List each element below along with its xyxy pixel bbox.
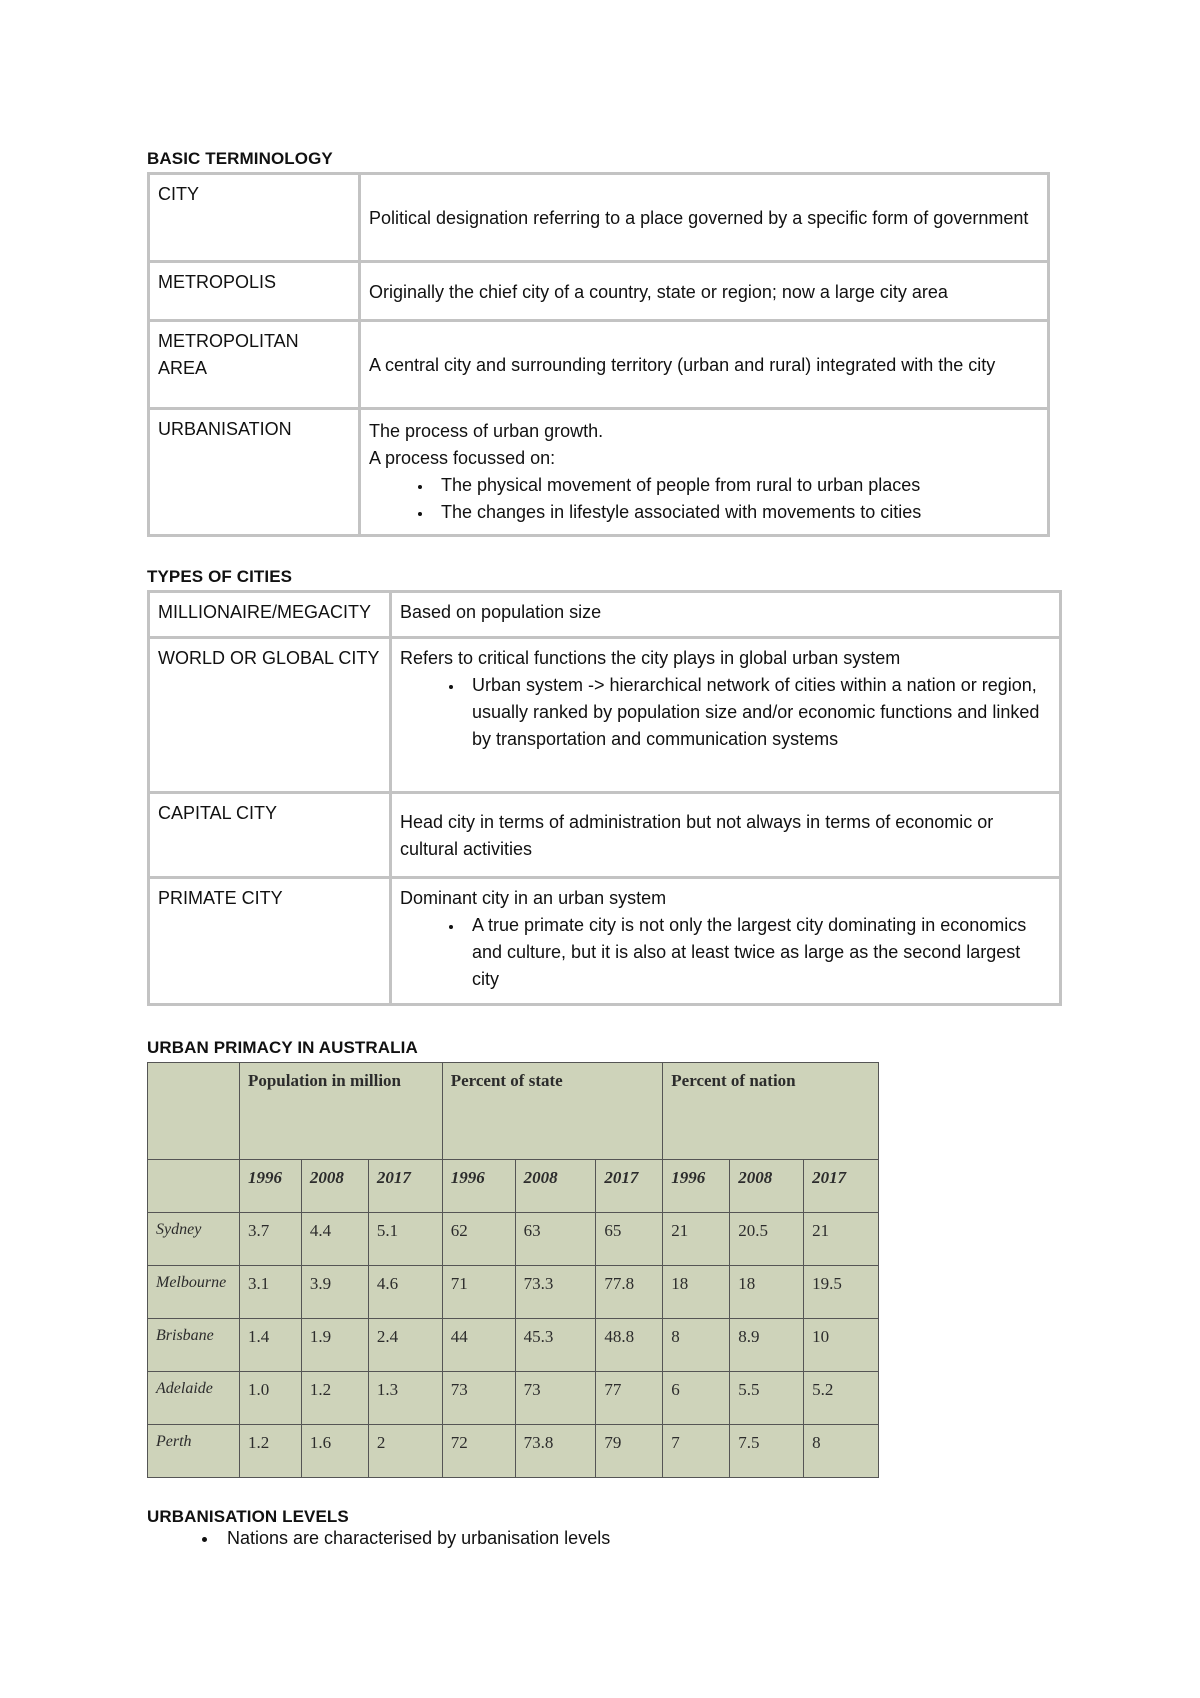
definition-line: Dominant city in an urban system — [400, 888, 667, 908]
types-of-cities-heading: TYPES OF CITIES — [147, 567, 293, 586]
table-header-row — [148, 1063, 879, 1160]
definition-line: The process of urban growth. — [369, 421, 604, 441]
city-name-cell: Melbourne — [148, 1266, 240, 1319]
term-cell: CAPITAL CITY — [149, 793, 391, 878]
value-cell: 1.2 — [239, 1425, 301, 1478]
value-cell: 4.4 — [301, 1213, 368, 1266]
list-item: • A true primate city is not only the largest city dominating in economics and culture, but it is also at least twice as large as the second largest city — [464, 912, 1051, 993]
year-header: 2008 — [730, 1160, 804, 1213]
group-header: Population in million — [239, 1063, 442, 1160]
value-cell: 72 — [442, 1425, 515, 1478]
value-cell: 1.4 — [239, 1319, 301, 1372]
value-cell: 77.8 — [596, 1266, 663, 1319]
definition-cell — [391, 638, 1061, 793]
term-cell: WORLD OR GLOBAL CITY — [149, 638, 391, 793]
value-cell: 10 — [804, 1319, 879, 1372]
value-cell: 71 — [442, 1266, 515, 1319]
year-header: 1996 — [239, 1160, 301, 1213]
table-row — [148, 1372, 879, 1425]
list-item: • Nations are characterised by urbanisation levels — [219, 1524, 1047, 1552]
value-cell: 8 — [804, 1425, 879, 1478]
list-item: • The physical movement of people from rural to urban places — [433, 472, 1039, 499]
year-header: 2017 — [368, 1160, 442, 1213]
value-cell: 7.5 — [730, 1425, 804, 1478]
definition-cell: Originally the chief city of a country, state or region; now a large city area — [360, 262, 1049, 321]
value-cell: 5.5 — [730, 1372, 804, 1425]
urbanisation-levels-heading: URBANISATION LEVELS — [147, 1507, 349, 1526]
value-cell: 6 — [663, 1372, 730, 1425]
year-header-row — [148, 1160, 879, 1213]
year-header: 2017 — [804, 1160, 879, 1213]
value-cell: 44 — [442, 1319, 515, 1372]
urban-primacy-heading: URBAN PRIMACY IN AUSTRALIA — [147, 1038, 418, 1057]
definition-line: A process focussed on: — [369, 448, 556, 468]
value-cell: 7 — [663, 1425, 730, 1478]
table-row — [149, 262, 1049, 321]
basic-terminology-heading: BASIC TERMINOLOGY — [147, 149, 333, 168]
urban-primacy-table — [147, 1062, 879, 1478]
empty-header-cell — [148, 1160, 240, 1213]
value-cell: 48.8 — [596, 1319, 663, 1372]
value-cell: 1.0 — [239, 1372, 301, 1425]
definition-cell: A central city and surrounding territory (urban and rural) integrated with the city — [360, 321, 1049, 409]
table-row — [149, 878, 1061, 1005]
term-cell: CITY — [149, 174, 360, 262]
value-cell: 1.2 — [301, 1372, 368, 1425]
value-cell: 18 — [730, 1266, 804, 1319]
year-header: 2008 — [301, 1160, 368, 1213]
definition-cell: Based on population size — [391, 592, 1061, 638]
value-cell: 73.8 — [515, 1425, 596, 1478]
definition-cell — [360, 409, 1049, 536]
value-cell: 1.6 — [301, 1425, 368, 1478]
city-name-cell: Adelaide — [148, 1372, 240, 1425]
value-cell: 3.9 — [301, 1266, 368, 1319]
value-cell: 5.2 — [804, 1372, 879, 1425]
year-header: 2008 — [515, 1160, 596, 1213]
group-header: Percent of state — [442, 1063, 663, 1160]
definition-cell — [391, 878, 1061, 1005]
empty-header-cell — [148, 1063, 240, 1160]
value-cell: 8.9 — [730, 1319, 804, 1372]
table-row — [148, 1319, 879, 1372]
value-cell: 5.1 — [368, 1213, 442, 1266]
city-name-cell: Sydney — [148, 1213, 240, 1266]
bullet-list — [369, 472, 1039, 526]
value-cell: 77 — [596, 1372, 663, 1425]
value-cell: 63 — [515, 1213, 596, 1266]
table-row — [149, 592, 1061, 638]
value-cell: 65 — [596, 1213, 663, 1266]
definition-cell: Political designation referring to a place governed by a specific form of government — [360, 174, 1049, 262]
table-row — [149, 321, 1049, 409]
value-cell: 21 — [804, 1213, 879, 1266]
value-cell: 79 — [596, 1425, 663, 1478]
table-row — [148, 1213, 879, 1266]
term-cell: MILLIONAIRE/MEGACITY — [149, 592, 391, 638]
list-item: • The changes in lifestyle associated with movements to cities — [433, 499, 1039, 526]
value-cell: 1.3 — [368, 1372, 442, 1425]
year-header: 1996 — [663, 1160, 730, 1213]
table-row — [149, 409, 1049, 536]
city-name-cell: Perth — [148, 1425, 240, 1478]
term-cell: METROPOLIS — [149, 262, 360, 321]
value-cell: 21 — [663, 1213, 730, 1266]
city-name-cell: Brisbane — [148, 1319, 240, 1372]
value-cell: 2 — [368, 1425, 442, 1478]
value-cell: 3.1 — [239, 1266, 301, 1319]
value-cell: 8 — [663, 1319, 730, 1372]
table-row — [149, 638, 1061, 793]
value-cell: 18 — [663, 1266, 730, 1319]
definition-line: Refers to critical functions the city plays in global urban system — [400, 648, 901, 668]
value-cell: 2.4 — [368, 1319, 442, 1372]
year-header: 2017 — [596, 1160, 663, 1213]
types-of-cities-table — [147, 590, 1062, 1006]
term-cell: METROPOLITAN AREA — [149, 321, 360, 409]
value-cell: 62 — [442, 1213, 515, 1266]
term-cell: PRIMATE CITY — [149, 878, 391, 1005]
value-cell: 73 — [515, 1372, 596, 1425]
bullet-list — [400, 672, 1051, 753]
table-row — [149, 793, 1061, 878]
table-row — [148, 1425, 879, 1478]
value-cell: 19.5 — [804, 1266, 879, 1319]
table-row — [149, 174, 1049, 262]
value-cell: 73.3 — [515, 1266, 596, 1319]
list-item: • Urban system -> hierarchical network of cities within a nation or region, usually ranked by population size and/or economic functions and linked by transportation and communication systems — [464, 672, 1051, 753]
primacy-body — [148, 1213, 879, 1478]
basic-terminology-table — [147, 172, 1050, 537]
value-cell: 3.7 — [239, 1213, 301, 1266]
table-row — [148, 1266, 879, 1319]
definition-cell: Head city in terms of administration but not always in terms of economic or cultural activities — [391, 793, 1061, 878]
bullet-list — [400, 912, 1051, 993]
value-cell: 45.3 — [515, 1319, 596, 1372]
value-cell: 20.5 — [730, 1213, 804, 1266]
urbanisation-levels-list — [147, 1524, 1047, 1552]
year-header: 1996 — [442, 1160, 515, 1213]
value-cell: 73 — [442, 1372, 515, 1425]
group-header: Percent of nation — [663, 1063, 879, 1160]
term-cell: URBANISATION — [149, 409, 360, 536]
value-cell: 4.6 — [368, 1266, 442, 1319]
value-cell: 1.9 — [301, 1319, 368, 1372]
